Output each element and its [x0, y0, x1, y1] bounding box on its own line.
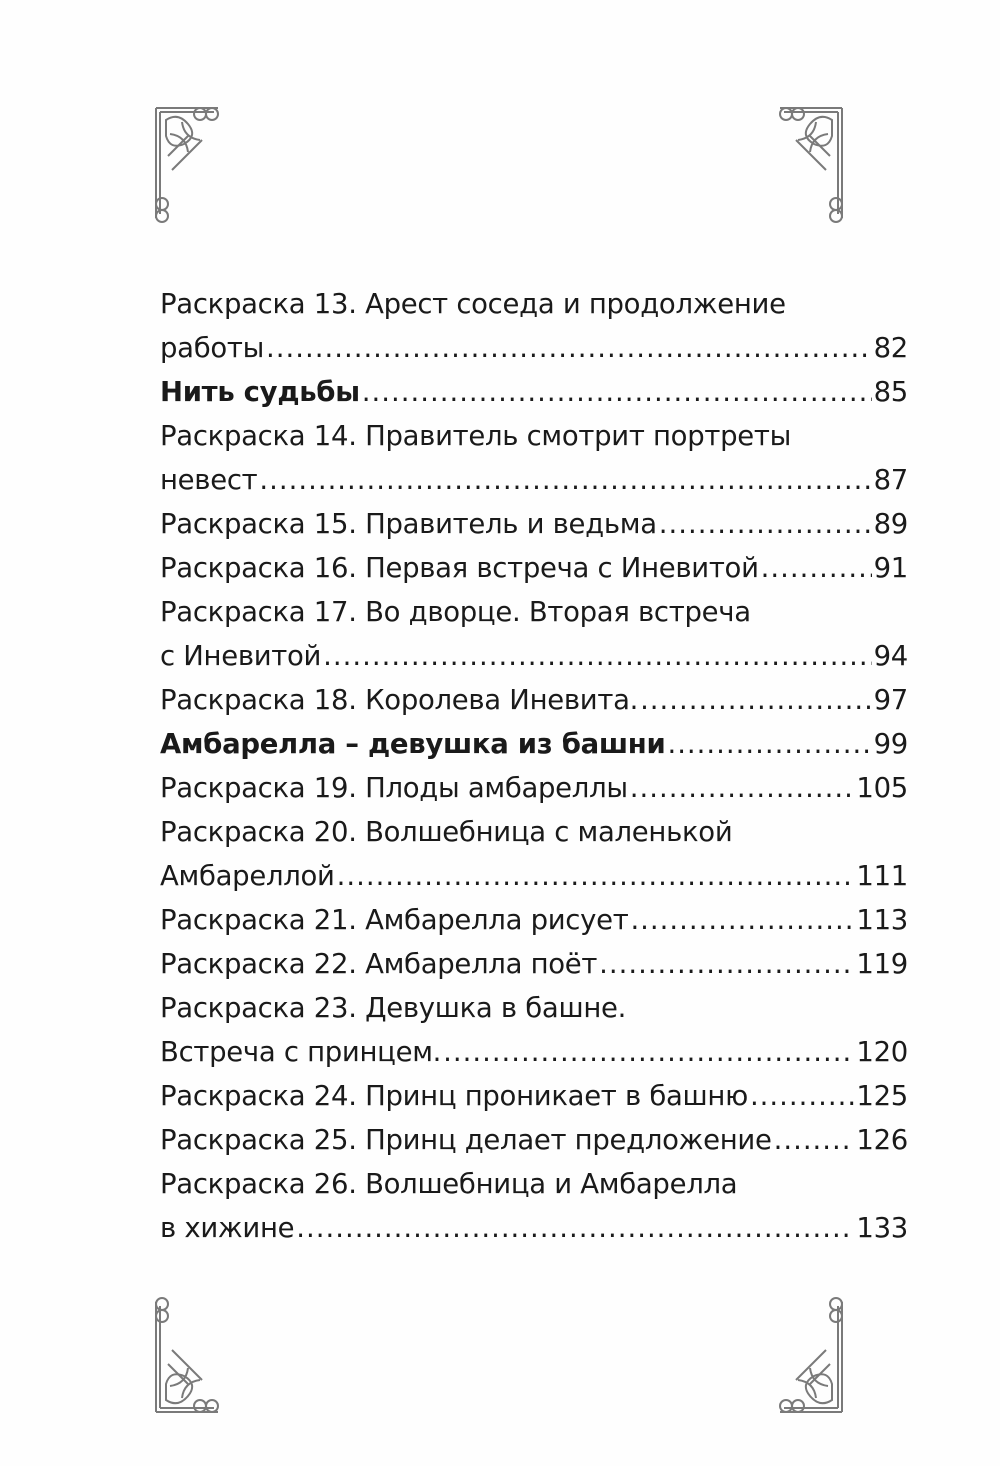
toc-dot-leader [774, 1118, 855, 1162]
toc-entry[interactable] [160, 766, 908, 810]
toc-entry-line [160, 898, 908, 942]
toc-dot-leader [266, 326, 872, 370]
toc-entry-title: Встреча с принцем. [160, 1036, 442, 1068]
celtic-corner-ornament-bottom-right-icon [772, 1290, 850, 1420]
toc-entry-line [160, 678, 908, 722]
toc-entry[interactable] [160, 502, 908, 546]
toc-dot-leader [750, 1074, 854, 1118]
toc-entry[interactable] [160, 546, 908, 590]
toc-page-number: 87 [873, 464, 908, 496]
toc-section-entry[interactable] [160, 722, 908, 766]
toc-entry-title: Раскраска 20. Волшебница с маленькой [160, 816, 733, 848]
toc-dot-leader [761, 546, 872, 590]
toc-page-number: 113 [856, 904, 908, 936]
toc-dot-leader [296, 1206, 854, 1250]
toc-page-number: 82 [873, 332, 908, 364]
toc-entry[interactable] [160, 678, 908, 722]
toc-page-number: 126 [856, 1124, 908, 1156]
toc-entry[interactable] [160, 898, 908, 942]
toc-entry-line [160, 810, 908, 854]
toc-page-number: 111 [856, 860, 908, 892]
toc-entry-title: Раскраска 22. Амбарелла поёт [160, 948, 598, 980]
toc-page-number: 99 [873, 728, 908, 760]
toc-section-entry[interactable] [160, 370, 908, 414]
toc-page-number: 133 [856, 1212, 908, 1244]
toc-page-number: 105 [856, 772, 908, 804]
toc-dot-leader [630, 766, 855, 810]
toc-page-number: 94 [873, 640, 908, 672]
toc-entry[interactable] [160, 282, 908, 370]
toc-entry-title: с Иневитой [160, 640, 322, 672]
toc-entry-title: Раскраска 13. Арест соседа и продолжение [160, 288, 786, 320]
toc-entry-line [160, 414, 908, 458]
toc-entry-line [160, 634, 908, 678]
toc-dot-leader [443, 1030, 854, 1074]
toc-entry-line [160, 1162, 908, 1206]
toc-entry-line [160, 942, 908, 986]
toc-dot-leader [599, 942, 854, 986]
toc-entry-line [160, 986, 908, 1030]
toc-entry-title: Раскраска 14. Правитель смотрит портреты [160, 420, 791, 452]
toc-dot-leader [667, 722, 871, 766]
toc-entry[interactable] [160, 590, 908, 678]
toc-entry-title: Амбареллой [160, 860, 335, 892]
table-of-contents [160, 282, 908, 1250]
toc-page-number: 119 [856, 948, 908, 980]
toc-entry-line [160, 282, 908, 326]
toc-dot-leader [323, 634, 871, 678]
toc-entry-title: Раскраска 18. Королева Иневита. [160, 684, 639, 716]
toc-entry-line [160, 1118, 908, 1162]
toc-entry-title: Раскраска 21. Амбарелла рисует [160, 904, 629, 936]
toc-entry-line [160, 590, 908, 634]
toc-entry-title: Раскраска 19. Плоды амбареллы [160, 772, 628, 804]
toc-page-number: 85 [873, 376, 908, 408]
toc-entry[interactable] [160, 414, 908, 502]
toc-entry[interactable] [160, 986, 908, 1074]
toc-dot-leader [630, 898, 854, 942]
toc-entry-line [160, 766, 908, 810]
toc-page-number: 120 [856, 1036, 908, 1068]
toc-dot-leader [259, 458, 871, 502]
toc-entry-title: в хижине [160, 1212, 295, 1244]
toc-entry-line [160, 1074, 908, 1118]
toc-entry-line [160, 1030, 908, 1074]
toc-entry[interactable] [160, 1162, 908, 1250]
toc-page-number: 97 [873, 684, 908, 716]
toc-entry-title: Раскраска 25. Принц делает предложение [160, 1124, 772, 1156]
toc-entry-title: Нить судьбы [160, 376, 360, 408]
toc-entry-title: Раскраска 26. Волшебница и Амбарелла [160, 1168, 738, 1200]
toc-entry[interactable] [160, 1118, 908, 1162]
toc-entry[interactable] [160, 1074, 908, 1118]
celtic-corner-ornament-top-right-icon [772, 100, 850, 230]
celtic-corner-ornament-top-left-icon [148, 100, 226, 230]
toc-dot-leader [659, 502, 872, 546]
toc-entry-line [160, 546, 908, 590]
toc-dot-leader [362, 370, 872, 414]
toc-entry-line [160, 502, 908, 546]
toc-entry-line [160, 1206, 908, 1250]
toc-entry-title: Раскраска 24. Принц проникает в башню [160, 1080, 748, 1112]
toc-entry[interactable] [160, 942, 908, 986]
toc-entry-line [160, 458, 908, 502]
toc-entry-line [160, 326, 908, 370]
toc-page-number: 89 [873, 508, 908, 540]
toc-entry-title: Раскраска 15. Правитель и ведьма [160, 508, 657, 540]
toc-dot-leader [337, 854, 855, 898]
toc-entry-line [160, 722, 908, 766]
toc-page-number: 91 [873, 552, 908, 584]
toc-entry-title: Раскраска 23. Девушка в башне. [160, 992, 627, 1024]
toc-entry-title: Раскраска 16. Первая встреча с Иневитой [160, 552, 759, 584]
celtic-corner-ornament-bottom-left-icon [148, 1290, 226, 1420]
toc-entry-title: работы [160, 332, 265, 364]
toc-page-number: 125 [856, 1080, 908, 1112]
toc-entry-title: Амбарелла – девушка из башни [160, 728, 666, 760]
toc-entry-title: невест [160, 464, 258, 496]
toc-entry-title: Раскраска 17. Во дворце. Вторая встреча [160, 596, 751, 628]
toc-dot-leader [640, 678, 872, 722]
toc-entry[interactable] [160, 810, 908, 898]
toc-entry-line [160, 854, 908, 898]
toc-entry-line [160, 370, 908, 414]
